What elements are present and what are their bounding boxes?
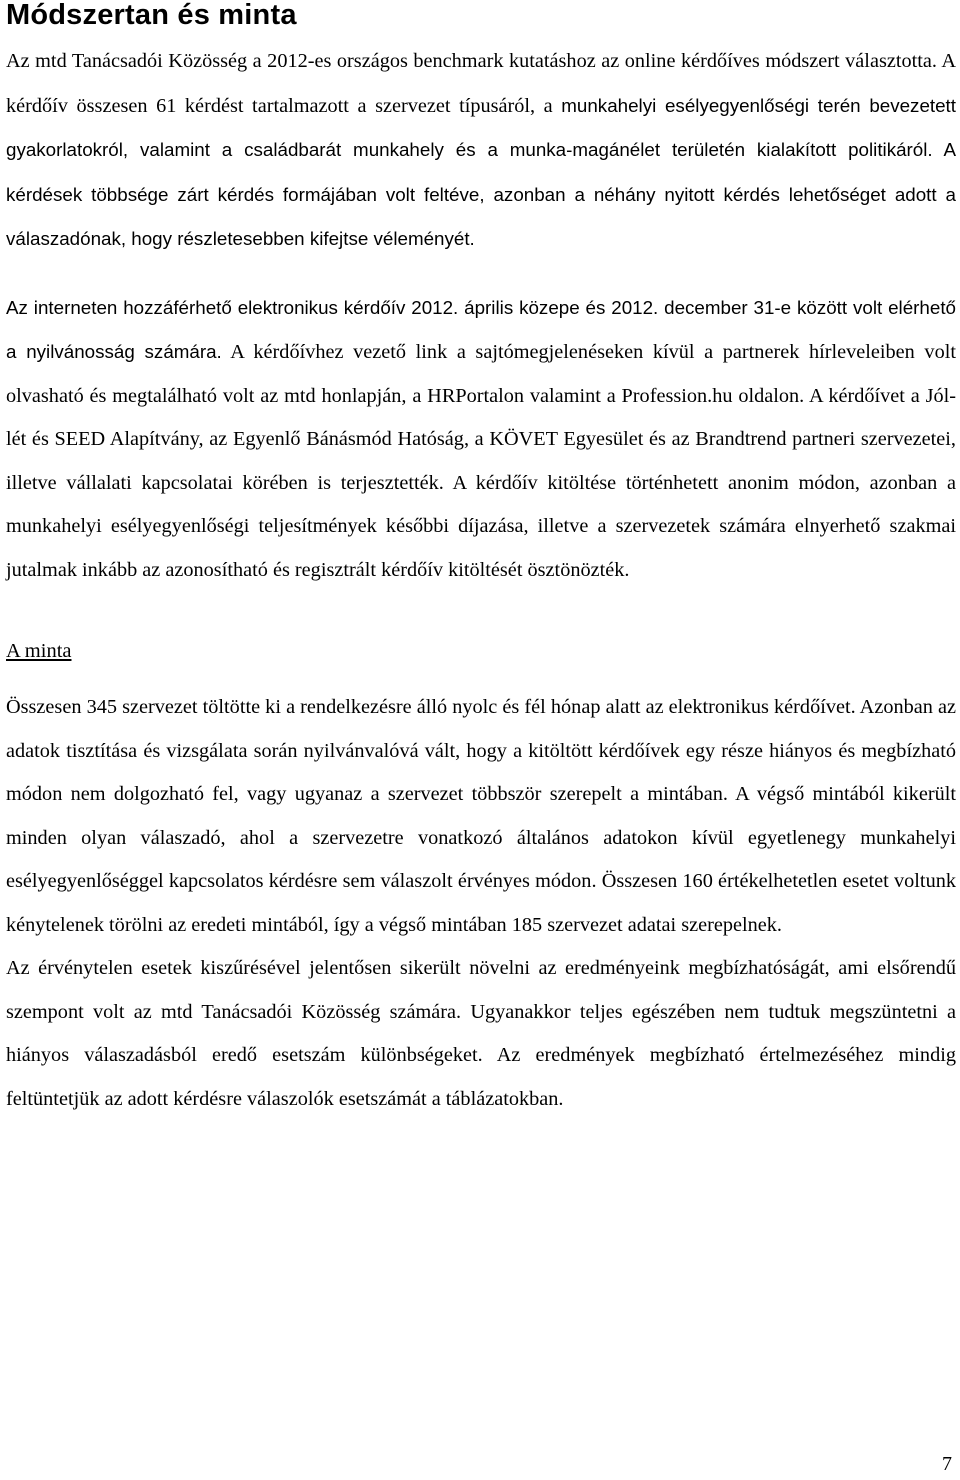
sample-heading: A minta: [6, 640, 72, 662]
page-title: Módszertan és minta: [6, 0, 297, 31]
sample-paragraph-2: Az érvénytelen esetek kiszűrésével jelentősen sikerült növelni az eredményeink megbízhatóságát, ami elsőrendű szempont volt az mtd Tanácsadói Közösség számára. Ugyanakkor teljes egészében nem tudtuk megszüntetni a hiányos válaszadásból eredő esetszám különbségeket. Az eredmények megbízható értelmezéséhez mindig feltüntetjük az adott kérdésre válaszolók esetszámát a táblázatokban.: [6, 957, 956, 1110]
methodology-paragraph-1: [6, 40, 956, 262]
methodology-paragraph-2-sans-text: Az interneten hozzáférhető elektronikus kérdőív 2012. április közepe és 2012. december 31-e között volt elérhető a nyilvánosság számára.: [6, 296, 956, 362]
methodology-paragraph-1-serif-text: Az mtd Tanácsadói Közösség a 2012-es országos benchmark kutatáshoz az online kérdőíves módszert választotta. A kérdőív összesen 61 kérdést tartalmazott a szervezet típusáról, a: [6, 50, 956, 117]
methodology-paragraph-2-serif-text: A kérdőívhez vezető link a sajtómegjelenéseken kívül a partnerek hírleveleiben volt olvasható és megtalálható volt az mtd honlapján, a HRPortalon valamint a Profession.hu oldalon. A kérdőívet a Jól-lét és SEED Alapítvány, az Egyenlő Bánásmód Hatóság, a KÖVET Egyesület és az Brandtrend partneri szervezetei, illetve vállalati kapcsolatai körében is terjesztették. A kérdőív kitöltése történhetett anonim módon, azonban a munkahelyi esélyegyenlőségi teljesítmények későbbi díjazása, illetve a szervezetek számára elnyerhető szakmai jutalmak inkább az azonosítható és regisztrált kérdőív kitöltését ösztönözték.: [6, 341, 956, 581]
methodology-paragraph-1-sans-text: munkahelyi esélyegyenlőségi terén bevezetett gyakorlatokról, valamint a családbarát munkahely és a munka-magánélet területén kialakított politikáról. A kérdések többsége zárt kérdés formájában volt feltéve, azonban a néhány nyitott kérdés lehetőséget adott a válaszadónak, hogy részletesebben kifejtse véleményét.: [6, 94, 956, 249]
page-number: 7: [942, 1453, 952, 1475]
sample-paragraph-1: Összesen 345 szervezet töltötte ki a rendelkezésre álló nyolc és fél hónap alatt az elektronikus kérdőívet. Azonban az adatok tisztítása és vizsgálata során nyilvánvalóvá vált, hogy a kitöltött kérdőívek egy része hiányos és megbízható módon nem dolgozható fel, vagy ugyanaz a szervezet többször szerepelt a mintában. A végső mintából kikerült minden olyan válaszadó, ahol a szervezetre vonatkozó általános adatokon kívül egyetlenegy munkahelyi esélyegyenlőséggel kapcsolatos kérdésre sem válaszolt érvényes módon. Összesen 160 értékelhetetlen esetet voltunk kénytelenek törölni az eredeti mintából, így a végső mintában 185 szervezet adatai szerepelnek.: [6, 696, 956, 936]
methodology-paragraph-2: [6, 286, 956, 593]
document-page: [6, 0, 956, 1121]
